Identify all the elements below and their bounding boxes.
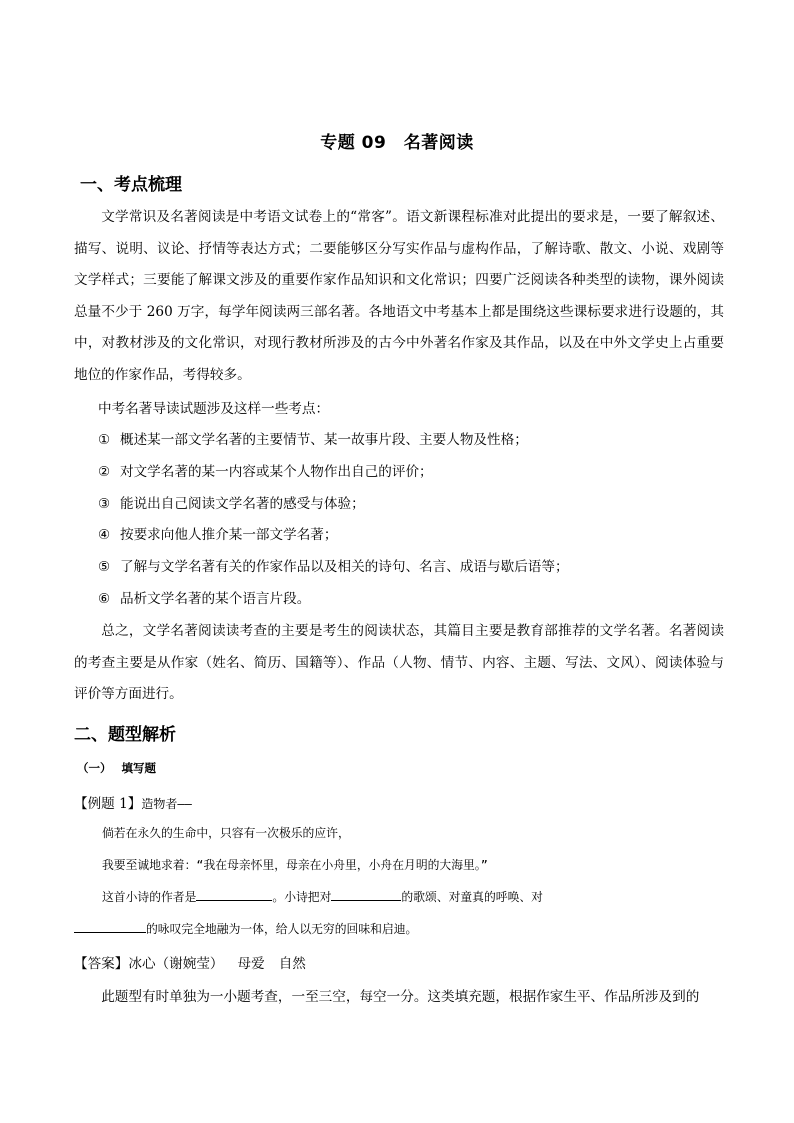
list-item — [98, 494, 365, 514]
list-item-text: 品析文学名著的某个语言片段。 — [120, 591, 311, 607]
list-item — [98, 557, 569, 577]
answer-item: 母爱 — [237, 956, 265, 972]
list-item-text: 概述某一部文学名著的主要情节、某一故事片段、主要人物及性格； — [120, 432, 528, 448]
list-item — [98, 589, 310, 609]
subsection-heading — [77, 760, 156, 776]
list-item — [98, 525, 338, 545]
list-item-text: 能说出自己阅读文学名著的感受与体验； — [120, 496, 365, 512]
list-item-number: ③ — [98, 496, 111, 512]
fill-blank — [331, 888, 401, 901]
answer-item: 冰心（谢婉莹） — [128, 956, 224, 972]
fill-blank — [196, 888, 272, 901]
list-item-number: ⑥ — [98, 591, 111, 607]
list-item-number: ① — [98, 432, 111, 448]
list-item-text: 了解与文学名著有关的作家作品以及相关的诗句、名言、成语与歇后语等； — [120, 559, 569, 575]
answer-line — [74, 952, 320, 972]
poem-line: 我要至诚地求着：“我在母亲怀里，母亲在小舟里，小舟在月明的大海里。” — [102, 858, 488, 872]
subsection-label: 填写题 — [121, 761, 156, 775]
question-text: 这首小诗的作者是 — [102, 890, 197, 904]
subsection-number: （一） — [77, 761, 112, 775]
summary-paragraph: 总之，文学名著阅读读考查的主要是考生的阅读状态，其篇目主要是教育部推荐的文学名著。名著阅读的考查主要是从作家（姓名、简历、国籍等）、作品（人物、情节、内容、主题、写法、文风）、阅读体验与评价等方面进行。 — [74, 623, 724, 702]
list-item-text: 按要求向他人推介某一部文学名著； — [120, 527, 338, 543]
question-text: 。小诗把对 — [272, 890, 332, 904]
example-heading — [74, 792, 192, 812]
question-text: 的歌颂、对童真的呼唤、对 — [401, 890, 543, 904]
list-item-number: ② — [98, 464, 111, 480]
list-item-number: ④ — [98, 527, 111, 543]
points-intro: 中考名著导读试题涉及这样一些考点： — [98, 401, 330, 417]
example-tag: 【例题 1】 — [74, 796, 142, 812]
example-source: 造物者—— — [141, 797, 192, 811]
list-item — [98, 430, 528, 450]
poem-line: 倘若在永久的生命中，只容有一次极乐的应许， — [102, 826, 350, 840]
question-line — [74, 920, 417, 937]
answer-tag: 【答案】 — [74, 956, 129, 972]
list-item-number: ⑤ — [98, 559, 111, 575]
list-item-text: 对文学名著的某一内容或某个人物作出自己的评价； — [120, 464, 433, 480]
fill-blank — [74, 920, 146, 933]
answer-item: 自然 — [278, 956, 306, 972]
intro-paragraph: 文学常识及名著阅读是中考语文试卷上的“常客”。语文新课程标准对此提出的要求是，一要了解叙述、描写、说明、议论、抒情等表达方式；二要能够区分写实作品与虚构作品，了解诗歌、散文、小说、戏剧等文学样式；三要能了解课文涉及的重要作家作品知识和文化常识；四要广泛阅读各种类型的读物，课外阅读总量不少于 260 万字，每学年阅读两三部名著。各地语文中考基本上都是围绕这些课标要求进行设题的，其中，对教材涉及的文化常识，对现行教材所涉及的古今中外著名作家及其作品，以及在中外文学史上占重要地位的作家作品，考得较多。 — [74, 209, 724, 383]
page-title: 专题 09 名著阅读 — [320, 133, 474, 153]
section-heading-key-points: 一、考点梳理 — [80, 175, 182, 195]
section-heading-question-types: 二、题型解析 — [74, 725, 176, 745]
question-line — [102, 888, 543, 905]
explanation-paragraph: 此题型有时单独为一小题考查，一至三空，每空一分。这类填充题，根据作家生平、作品所涉及到的 — [101, 989, 700, 1005]
question-text: 的咏叹完全地融为一体，给人以无穷的回味和启迪。 — [146, 922, 418, 936]
list-item — [98, 462, 433, 482]
